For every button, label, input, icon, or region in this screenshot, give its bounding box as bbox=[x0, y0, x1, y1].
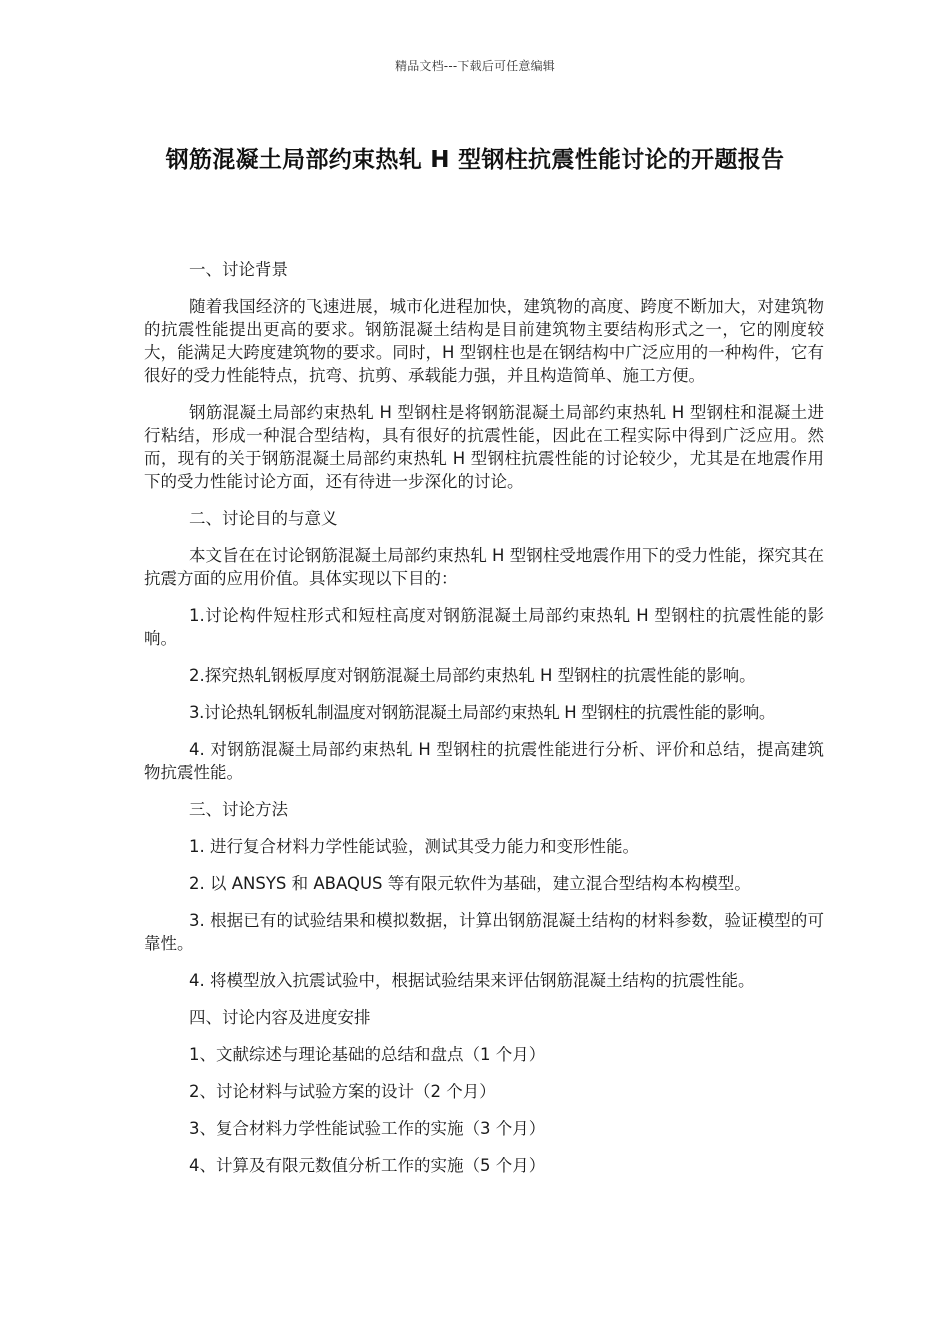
list-item: 3. 根据已有的试验结果和模拟数据，计算出钢筋混凝土结构的材料参数，验证模型的可靠性。 bbox=[144, 911, 824, 953]
section-heading-method: 三、讨论方法 bbox=[189, 800, 288, 819]
list-item: 3、复合材料力学性能试验工作的实施（3 个月） bbox=[189, 1119, 546, 1138]
list-item: 4. 对钢筋混凝土局部约束热轧 H 型钢柱的抗震性能进行分析、评价和总结，提高建筑物抗震性能。 bbox=[144, 740, 824, 782]
list-item: 3.讨论热轧钢板轧制温度对钢筋混凝土局部约束热轧 H 型钢柱的抗震性能的影响。 bbox=[189, 703, 775, 722]
document-title: 钢筋混凝土局部约束热轧 H 型钢柱抗震性能讨论的开题报告 bbox=[165, 147, 785, 173]
list-item: 2. 以 ANSYS 和 ABAQUS 等有限元软件为基础，建立混合型结构本构模型。 bbox=[189, 874, 751, 893]
list-item: 4、计算及有限元数值分析工作的实施（5 个月） bbox=[189, 1156, 546, 1175]
paragraph: 钢筋混凝土局部约束热轧 H 型钢柱是将钢筋混凝土局部约束热轧 H 型钢柱和混凝土进行粘结，形成一种混合型结构，具有很好的抗震性能，因此在工程实际中得到广泛应用。然而，现有的关于钢筋混凝土局部约束热轧 H 型钢柱抗震性能的讨论较少，尤其是在地震作用下的受力性能讨论方面，还有待进一步深化的讨论。 bbox=[144, 403, 824, 491]
list-item: 2.探究热轧钢板厚度对钢筋混凝土局部约束热轧 H 型钢柱的抗震性能的影响。 bbox=[189, 666, 756, 685]
document-body bbox=[144, 258, 824, 1191]
list-item: 1、文献综述与理论基础的总结和盘点（1 个月） bbox=[189, 1045, 546, 1064]
list-item: 1. 进行复合材料力学性能试验，测试其受力能力和变形性能。 bbox=[189, 837, 639, 856]
paragraph: 本文旨在在讨论钢筋混凝土局部约束热轧 H 型钢柱受地震作用下的受力性能，探究其在抗震方面的应用价值。具体实现以下目的： bbox=[144, 546, 824, 588]
page-header: 精品文档---下载后可任意编辑 bbox=[395, 59, 555, 73]
section-heading-schedule: 四、讨论内容及进度安排 bbox=[189, 1008, 371, 1027]
section-heading-purpose: 二、讨论目的与意义 bbox=[189, 509, 338, 528]
list-item: 2、讨论材料与试验方案的设计（2 个月） bbox=[189, 1082, 496, 1101]
list-item: 4. 将模型放入抗震试验中，根据试验结果来评估钢筋混凝土结构的抗震性能。 bbox=[189, 971, 755, 990]
paragraph: 随着我国经济的飞速进展，城市化进程加快，建筑物的高度、跨度不断加大，对建筑物的抗震性能提出更高的要求。钢筋混凝土结构是目前建筑物主要结构形式之一，它的刚度较大，能满足大跨度建筑物的要求。同时，H 型钢柱也是在钢结构中广泛应用的一种构件，它有很好的受力性能特点，抗弯、抗剪、承载能力强，并且构造简单、施工方便。 bbox=[144, 297, 824, 385]
section-heading-background: 一、讨论背景 bbox=[189, 260, 288, 279]
list-item: 1.讨论构件短柱形式和短柱高度对钢筋混凝土局部约束热轧 H 型钢柱的抗震性能的影响。 bbox=[144, 606, 824, 648]
